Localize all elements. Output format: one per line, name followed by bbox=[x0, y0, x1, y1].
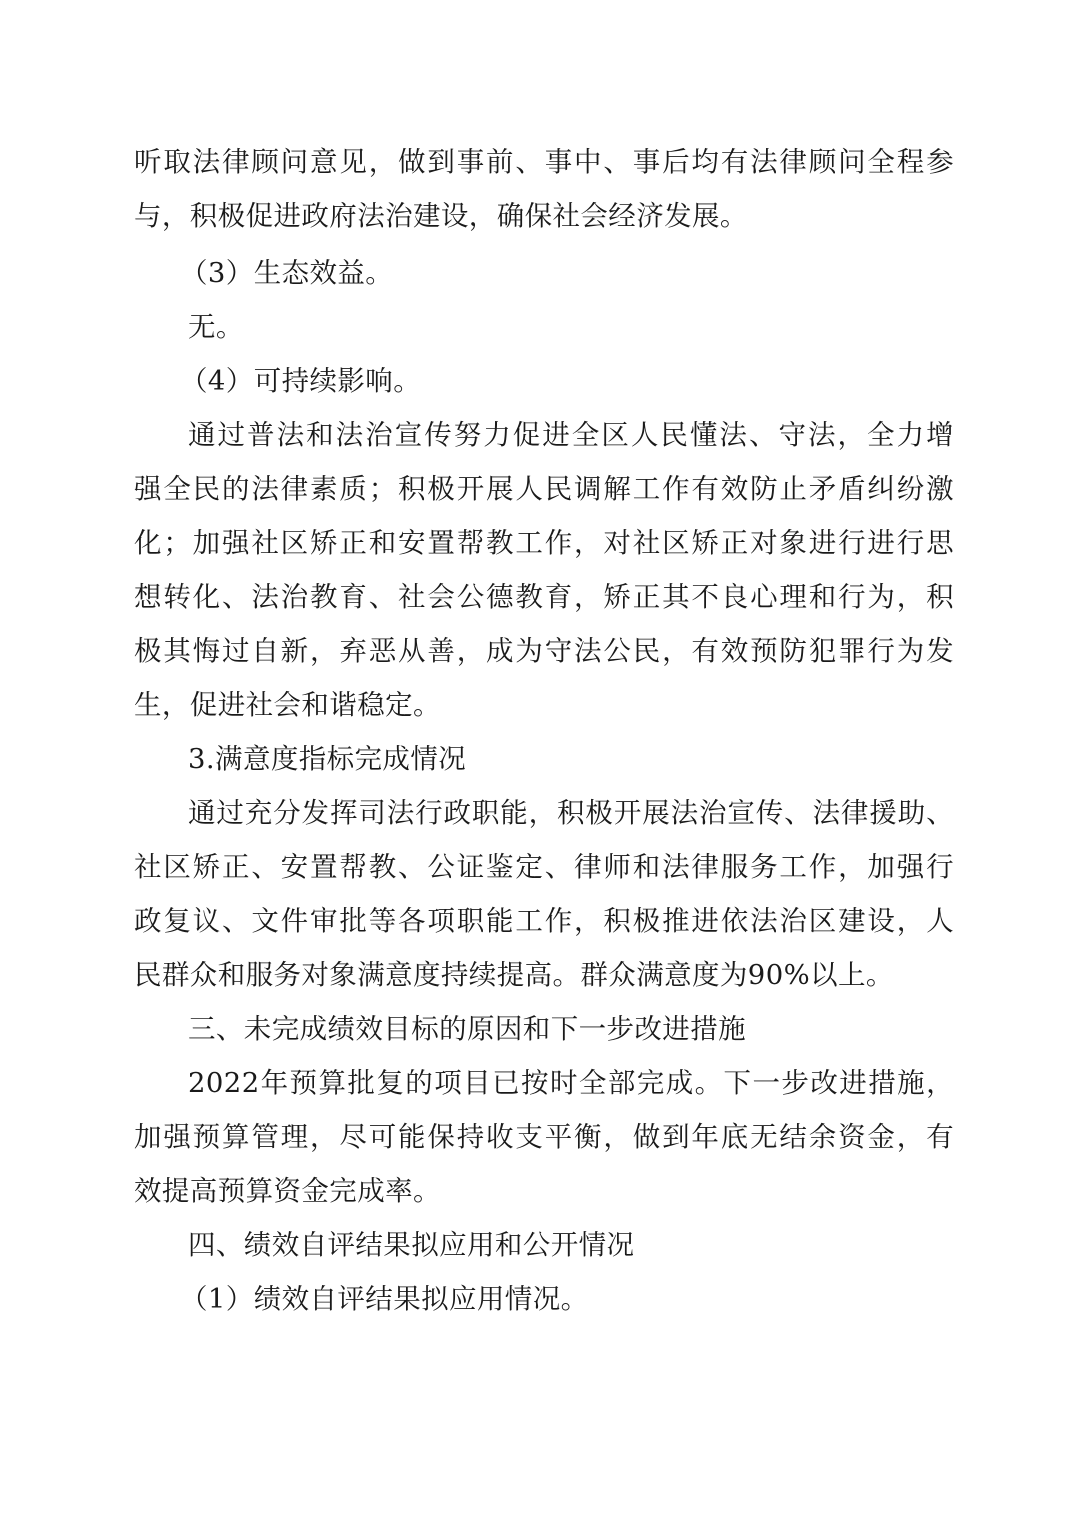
paragraph-line: 社区矫正、安置帮教、公证鉴定、律师和法律服务工作，加强行 bbox=[134, 851, 954, 883]
paragraph-line: 化；加强社区矫正和安置帮教工作，对社区矫正对象进行进行思 bbox=[134, 527, 954, 559]
paragraph-line: 效提高预算资金完成率。 bbox=[134, 1175, 441, 1207]
paragraph-line: 政复议、文件审批等各项职能工作，积极推进依法治区建设，人 bbox=[134, 905, 954, 937]
paragraph-line: 无。 bbox=[188, 311, 244, 343]
paragraph-line: 强全民的法律素质；积极开展人民调解工作有效防止矛盾纠纷激 bbox=[134, 473, 954, 505]
section-heading: 四、绩效自评结果拟应用和公开情况 bbox=[188, 1229, 635, 1261]
paragraph-line: 2022年预算批复的项目已按时全部完成。下一步改进措施， bbox=[188, 1067, 954, 1099]
section-heading: （4）可持续影响。 bbox=[180, 365, 422, 397]
paragraph-line: 民群众和服务对象满意度持续提高。群众满意度为90%以上。 bbox=[134, 959, 894, 991]
paragraph-line: 与，积极促进政府法治建设，确保社会经济发展。 bbox=[134, 200, 748, 232]
paragraph-line: 生，促进社会和谐稳定。 bbox=[134, 689, 441, 721]
paragraph-line: 加强预算管理，尽可能保持收支平衡，做到年底无结余资金，有 bbox=[134, 1121, 954, 1153]
section-heading: （3）生态效益。 bbox=[180, 257, 394, 289]
paragraph-line: 想转化、法治教育、社会公德教育，矫正其不良心理和行为，积 bbox=[134, 581, 954, 613]
paragraph-line: 听取法律顾问意见，做到事前、事中、事后均有法律顾问全程参 bbox=[134, 146, 954, 178]
paragraph-line: 通过普法和法治宣传努力促进全区人民懂法、守法，全力增 bbox=[188, 419, 954, 451]
paragraph-line: 极其悔过自新，弃恶从善，成为守法公民，有效预防犯罪行为发 bbox=[134, 635, 954, 667]
paragraph-line: 通过充分发挥司法行政职能，积极开展法治宣传、法律援助、 bbox=[188, 797, 954, 829]
section-heading: 三、未完成绩效目标的原因和下一步改进措施 bbox=[188, 1013, 746, 1045]
section-heading: （1）绩效自评结果拟应用情况。 bbox=[180, 1283, 589, 1315]
section-heading: 3.满意度指标完成情况 bbox=[188, 743, 467, 775]
